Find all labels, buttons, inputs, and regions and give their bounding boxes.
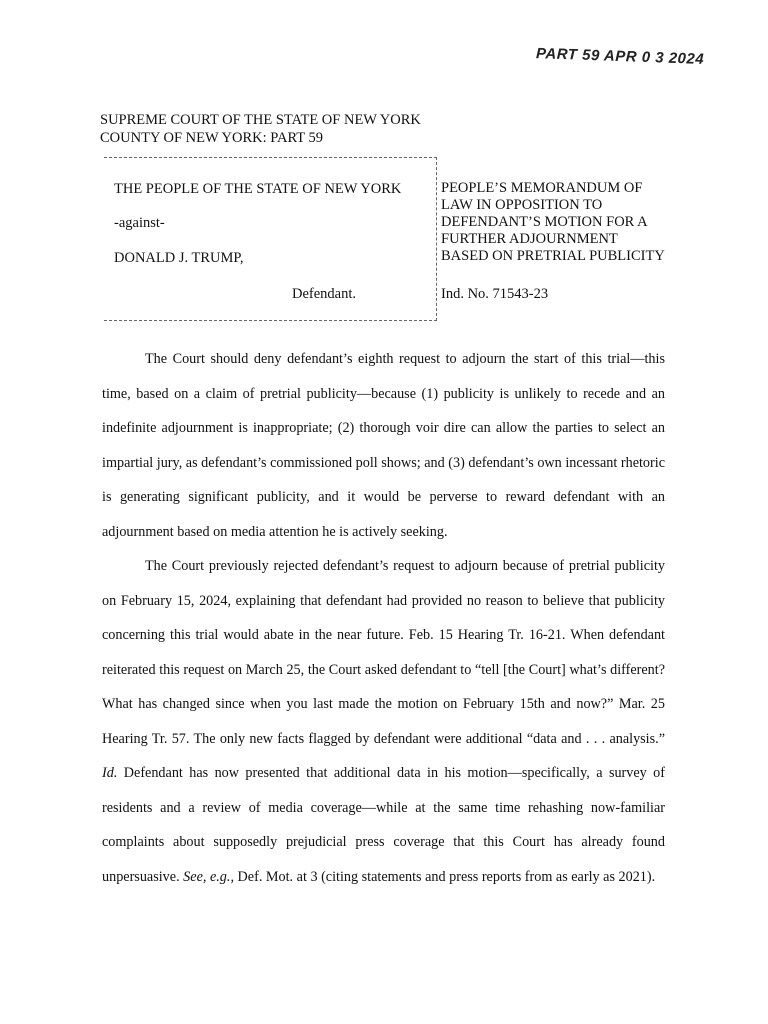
- indictment-number: Ind. No. 71543-23: [441, 286, 549, 302]
- memorandum-body: [102, 342, 665, 894]
- filing-stamp: PART 59 APR 0 3 2024: [535, 45, 705, 68]
- document-title-line: LAW IN OPPOSITION TO: [441, 197, 603, 213]
- document-title-line: PEOPLE’S MEMORANDUM OF: [441, 180, 643, 196]
- document-title-line: BASED ON PRETRIAL PUBLICITY: [441, 248, 665, 264]
- para2-text-b: Defendant has now presented that additional data in his motion—specifically, a survey of residents and a review of media coverage—while at the same time rehashing now-familiar complaints about supposedly prejudicial press coverage that this Court has already found unpersuasive.: [102, 765, 665, 885]
- caption-defendant-name: DONALD J. TRUMP,: [114, 250, 244, 266]
- court-heading: [100, 111, 421, 147]
- document-title: [441, 180, 665, 265]
- see-eg-citation: See, e.g.: [183, 868, 231, 885]
- court-county-part: COUNTY OF NEW YORK: PART 59: [100, 130, 323, 146]
- caption-plaintiff: THE PEOPLE OF THE STATE OF NEW YORK: [114, 181, 402, 197]
- para2-text-a: The Court previously rejected defendant’s request to adjourn because of pretrial publicity on February 15, 2024, explaining that defendant had provided no reason to believe that publicity concerning this trial would abate in the near future. Feb. 15 Hearing Tr. 16-21. When defendant reiterated this request on March 25, the Court asked defendant to “tell [the Court] what’s different? What has changed since when you last made the motion on February 15th and now?” Mar. 25 Hearing Tr. 57. The only new facts flagged by defendant were additional “data and . . . analysis.”: [102, 558, 665, 747]
- caption-against: -against-: [114, 215, 165, 231]
- id-citation: Id.: [102, 765, 118, 781]
- body-paragraph-1: The Court should deny defendant’s eighth request to adjourn the start of this trial—this time, based on a claim of pretrial publicity—because (1) publicity is unlikely to recede and an indefinite adjournment is inappropriate; (2) thorough voir dire can allow the parties to select an impartial jury, as defendant’s commissioned poll shows; and (3) defendant’s own incessant rhetoric is generating significant publicity, and it would be perverse to reward defendant with an adjournment based on media attention he is actively seeking.: [102, 351, 665, 540]
- body-paragraph-2: [102, 549, 665, 894]
- para2-text-c: , Def. Mot. at 3 (citing statements and press reports from as early as 2021).: [230, 868, 656, 885]
- caption-defendant-role: Defendant.: [292, 286, 357, 302]
- document-title-line: DEFENDANT’S MOTION FOR A: [441, 214, 648, 230]
- court-name: SUPREME COURT OF THE STATE OF NEW YORK: [100, 112, 421, 128]
- document-title-line: FURTHER ADJOURNMENT: [441, 231, 618, 247]
